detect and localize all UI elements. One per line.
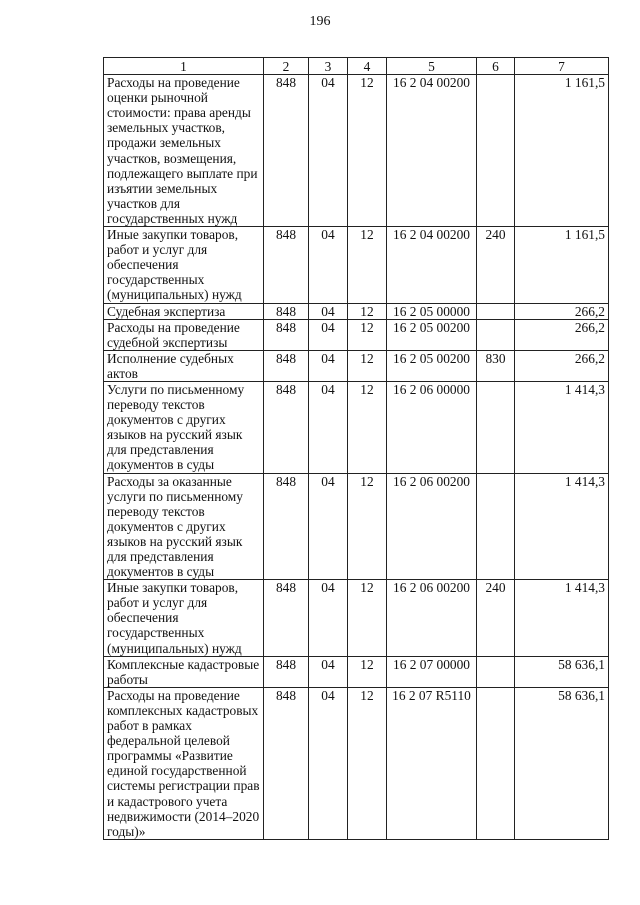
amount: 1 414,3	[515, 473, 609, 580]
ministry-code: 848	[264, 381, 309, 473]
table-row	[104, 350, 609, 381]
column-header: 7	[515, 58, 609, 75]
column-header: 3	[309, 58, 348, 75]
section-code: 04	[309, 75, 348, 227]
target-article-code: 16 2 07 00000	[387, 656, 477, 687]
target-article-code: 16 2 05 00200	[387, 350, 477, 381]
table-row	[104, 227, 609, 303]
section-code: 04	[309, 227, 348, 303]
ministry-code: 848	[264, 656, 309, 687]
target-article-code: 16 2 05 00200	[387, 319, 477, 350]
table-row	[104, 473, 609, 580]
page-number: 196	[309, 14, 331, 29]
table-row	[104, 319, 609, 350]
expense-type-code	[477, 656, 515, 687]
subsection-code: 12	[348, 580, 387, 656]
subsection-code: 12	[348, 319, 387, 350]
section-code: 04	[309, 303, 348, 319]
target-article-code: 16 2 04 00200	[387, 75, 477, 227]
table-row	[104, 381, 609, 473]
ministry-code: 848	[264, 319, 309, 350]
budget-table	[103, 57, 609, 840]
subsection-code: 12	[348, 303, 387, 319]
section-code: 04	[309, 473, 348, 580]
expense-name: Исполнение судебных актов	[104, 350, 264, 381]
expense-name: Услуги по письменному переводу текстов документов с других языков на русский язык для представления документов в суды	[104, 381, 264, 473]
subsection-code: 12	[348, 75, 387, 227]
expense-type-code: 830	[477, 350, 515, 381]
expense-name: Иные закупки товаров, работ и услуг для обеспечения государственных (муниципальных) нужд	[104, 227, 264, 303]
expense-type-code	[477, 319, 515, 350]
subsection-code: 12	[348, 350, 387, 381]
ministry-code: 848	[264, 303, 309, 319]
expense-name: Иные закупки товаров, работ и услуг для обеспечения государственных (муниципальных) нужд	[104, 580, 264, 656]
section-code: 04	[309, 656, 348, 687]
column-header: 5	[387, 58, 477, 75]
table-row	[104, 75, 609, 227]
target-article-code: 16 2 06 00000	[387, 381, 477, 473]
header-row	[104, 58, 609, 75]
section-code: 04	[309, 319, 348, 350]
expense-type-code	[477, 381, 515, 473]
amount: 266,2	[515, 350, 609, 381]
subsection-code: 12	[348, 473, 387, 580]
column-header: 1	[104, 58, 264, 75]
section-code: 04	[309, 350, 348, 381]
amount: 266,2	[515, 303, 609, 319]
target-article-code: 16 2 05 00000	[387, 303, 477, 319]
section-code: 04	[309, 580, 348, 656]
section-code: 04	[309, 687, 348, 839]
expense-name: Комплексные кадастровые работы	[104, 656, 264, 687]
subsection-code: 12	[348, 656, 387, 687]
section-code: 04	[309, 381, 348, 473]
subsection-code: 12	[348, 381, 387, 473]
amount: 266,2	[515, 319, 609, 350]
expense-type-code	[477, 473, 515, 580]
expense-name: Расходы на проведение комплексных кадастровых работ в рамках федеральной целевой программы «Развитие единой государственной системы регистрации прав и кадастрового учета недвижимости (2014–2020 годы)»	[104, 687, 264, 839]
column-header: 2	[264, 58, 309, 75]
amount: 58 636,1	[515, 687, 609, 839]
target-article-code: 16 2 04 00200	[387, 227, 477, 303]
ministry-code: 848	[264, 473, 309, 580]
amount: 58 636,1	[515, 656, 609, 687]
expense-type-code	[477, 687, 515, 839]
subsection-code: 12	[348, 227, 387, 303]
expense-name: Судебная экспертиза	[104, 303, 264, 319]
expense-type-code	[477, 303, 515, 319]
amount: 1 414,3	[515, 580, 609, 656]
ministry-code: 848	[264, 687, 309, 839]
table-row	[104, 580, 609, 656]
ministry-code: 848	[264, 227, 309, 303]
expense-type-code	[477, 75, 515, 227]
column-header: 6	[477, 58, 515, 75]
expense-type-code: 240	[477, 580, 515, 656]
table-row	[104, 303, 609, 319]
ministry-code: 848	[264, 350, 309, 381]
subsection-code: 12	[348, 687, 387, 839]
column-header: 4	[348, 58, 387, 75]
ministry-code: 848	[264, 75, 309, 227]
expense-name: Расходы на проведение судебной экспертизы	[104, 319, 264, 350]
target-article-code: 16 2 07 R5110	[387, 687, 477, 839]
amount: 1 161,5	[515, 75, 609, 227]
amount: 1 414,3	[515, 381, 609, 473]
expense-name: Расходы на проведение оценки рыночной стоимости: права аренды земельных участков, продажи земельных участков, возмещения, подлежащего выплате при изъятии земельных участков для государственных нужд	[104, 75, 264, 227]
ministry-code: 848	[264, 580, 309, 656]
target-article-code: 16 2 06 00200	[387, 473, 477, 580]
expense-name: Расходы за оказанные услуги по письменному переводу текстов документов с других языков на русский язык для представления документов в суды	[104, 473, 264, 580]
table-row	[104, 656, 609, 687]
amount: 1 161,5	[515, 227, 609, 303]
table-row	[104, 687, 609, 839]
target-article-code: 16 2 06 00200	[387, 580, 477, 656]
expense-type-code: 240	[477, 227, 515, 303]
